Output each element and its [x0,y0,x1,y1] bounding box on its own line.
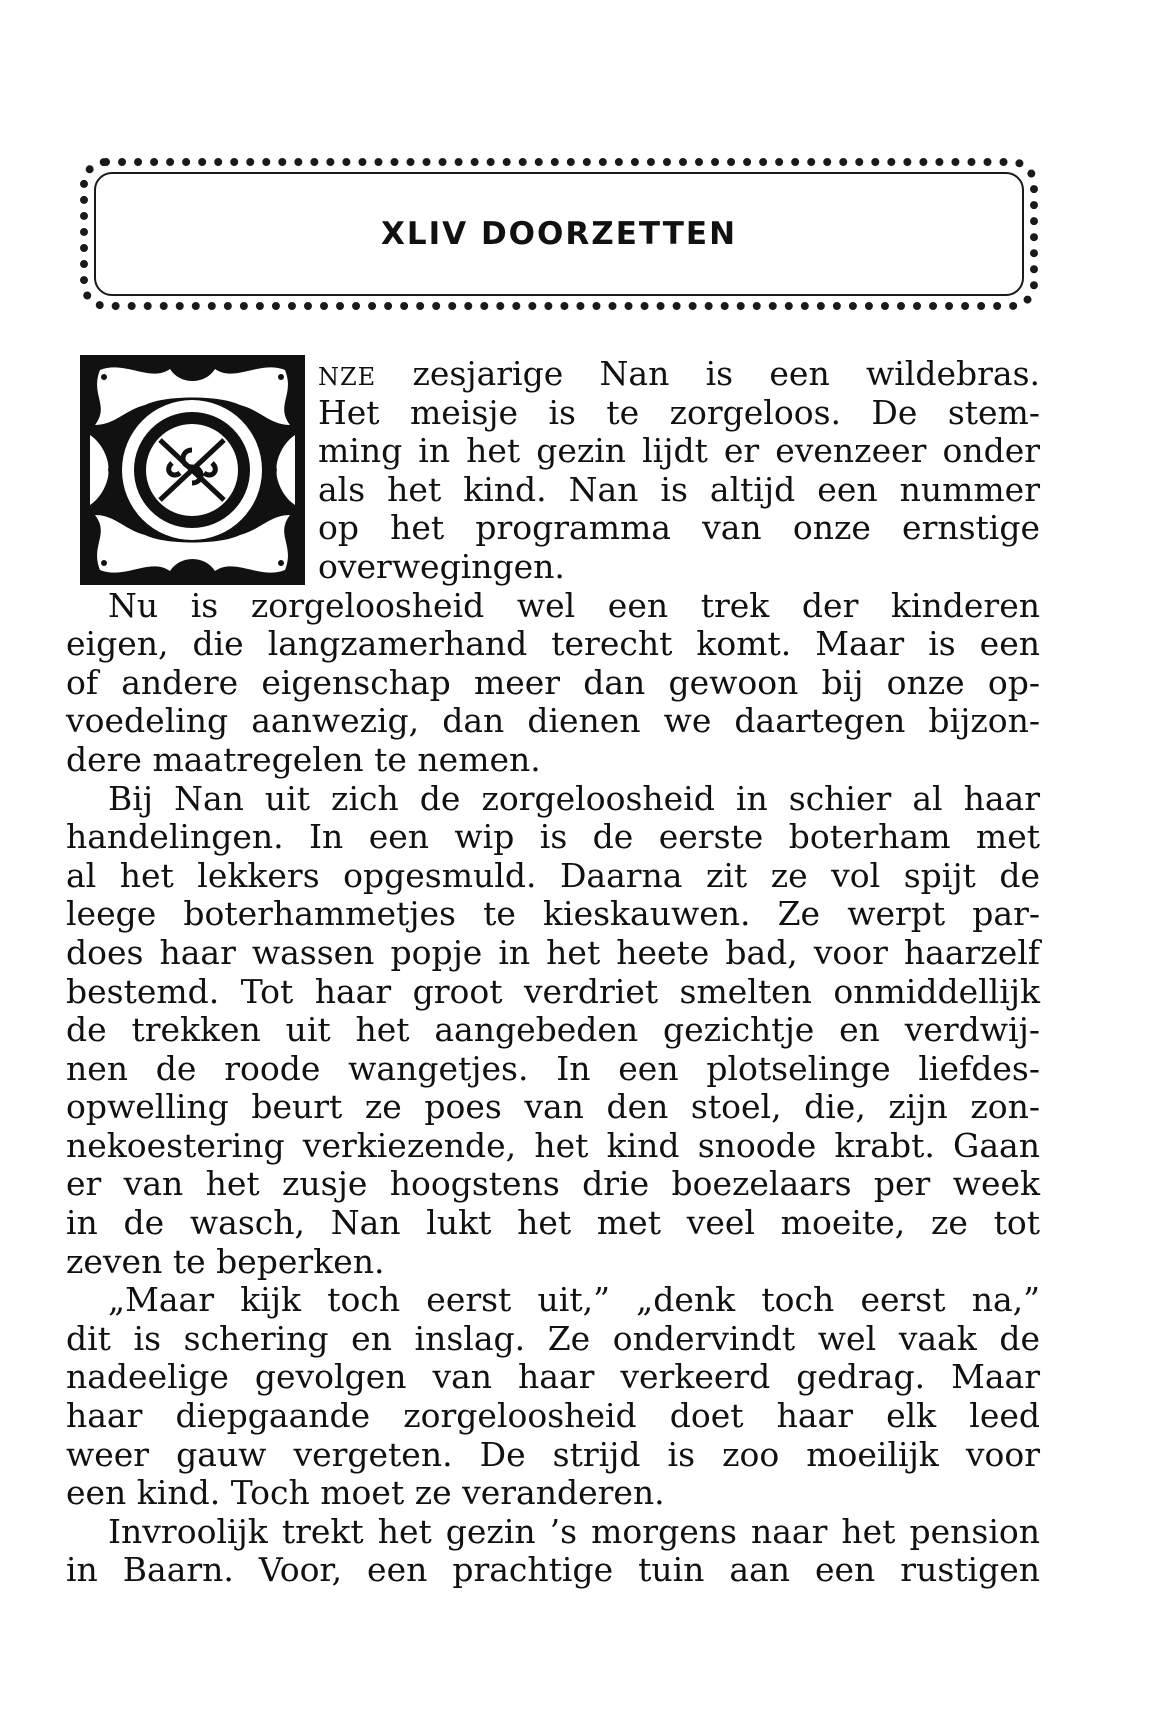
text-line: nekoestering verkiezende, het kind snoode krabt. Gaan [66,1125,1040,1165]
text-line: of andere eigenschap meer dan gewoon bij onze op- [66,662,1040,702]
text-line: Bij Nan uit zich de zorgeloosheid in schier al haar [108,778,1040,818]
text-line: al het lekkers opgesmuld. Daarna zit ze vol spijt de [66,855,1040,895]
body-text [66,355,1040,1590]
text-line: weer gauw vergeten. De strijd is zoo moeilijk voor [66,1434,1040,1474]
text-line: does haar wassen popje in het heete bad, voor haarzelf [66,932,1040,972]
chapter-title-frame [80,158,1038,310]
text-line: Invroolijk trekt het gezin ’s morgens naar het pension [108,1511,1040,1551]
text-line: overwegingen. [318,546,565,586]
text-line: nen de roode wangetjes. In een plotselinge liefdes- [66,1048,1040,1088]
text-line: dit is schering en inslag. Ze ondervindt wel vaak de [66,1318,1040,1358]
text-line: er van het zusje hoogstens drie boezelaars per week [66,1164,1040,1204]
text-line: voedeling aanwezig, dan dienen we daartegen bijzon- [66,701,1040,741]
text-line: bestemd. Tot haar groot verdriet smelten onmiddellijk [66,971,1040,1011]
text-line: in de wasch, Nan lukt het met veel moeite, ze tot [66,1203,1040,1243]
text-line: een kind. Toch moet ze veranderen. [66,1473,665,1513]
text-line: op het programma van onze ernstige [318,508,1040,548]
text-line: zeven te beperken. [66,1241,385,1281]
chapter-title: XLIV DOORZETTEN [380,216,738,252]
text-line: ming in het gezin lijdt er evenzeer onder [318,431,1040,471]
initial-continuation: NZE [318,363,377,391]
text-line: eigen, die langzamerhand terecht komt. Maar is een [66,624,1040,664]
text-line: in Baarn. Voor, een prachtige tuin aan een rustigen [66,1550,1040,1590]
text-line: handelingen. In een wip is de eerste boterham met [66,817,1040,857]
text-line: Het meisje is te zorgeloos. De stem- [318,392,1040,432]
text-line: nadeelige gevolgen van haar verkeerd gedrag. Maar [66,1357,1040,1397]
text-line: haar diepgaande zorgeloosheid doet haar elk leed [66,1396,1040,1436]
text-line: Nu is zorgeloosheid wel een trek der kinderen [108,585,1040,625]
text-line: leege boterhammetjes te kieskauwen. Ze werpt par- [66,894,1040,934]
text-line: de trekken uit het aangebeden gezichtje en verdwij- [66,1010,1040,1050]
text-line: „Maar kijk toch eerst uit,” „denk toch eerst na,” [108,1280,1040,1320]
text-line: als het kind. Nan is altijd een nummer [318,469,1040,509]
text-line: dere maatregelen te nemen. [66,739,541,779]
text-line: NZE zesjarige Nan is een wildebras. [318,354,1040,393]
text-line: opwelling beurt ze poes van den stoel, die, zijn zon- [66,1087,1040,1127]
